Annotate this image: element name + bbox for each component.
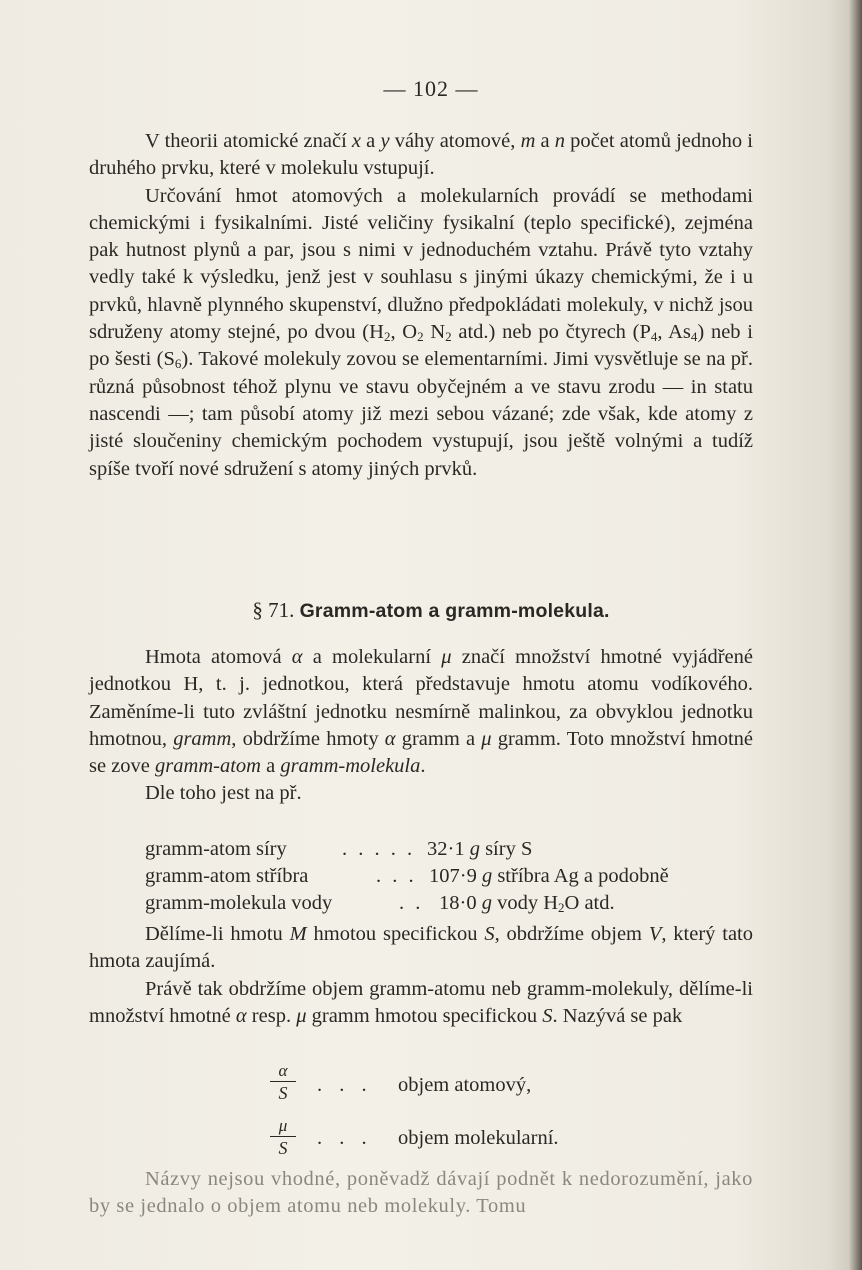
paragraph-molar-volume: Právě tak obdržíme objem gramm-atomu neb gramm-molekuly, dělíme-li množství hmotné α resp. μ gramm hmotou specifickou S. Nazývá se pak (89, 977, 753, 1027)
body-text-top (89, 128, 753, 483)
body-text-bottom (89, 1166, 753, 1221)
fraction-denominator: S (278, 1138, 288, 1158)
example-value: 32·1 g síry S (427, 838, 533, 860)
page-number: — 102 — (383, 76, 479, 101)
fraction-molecular (270, 1117, 296, 1158)
fraction-dots: . . . (317, 1074, 373, 1096)
example-label: gramm-atom síry (145, 838, 287, 860)
example-row (145, 892, 615, 915)
fraction-bar (270, 1081, 296, 1082)
fraction-dots: . . . (317, 1127, 373, 1149)
example-dots: . . . (376, 865, 417, 887)
fraction-denominator: S (278, 1083, 288, 1103)
example-value: 107·9 g stříbra Ag a podobně (429, 865, 669, 887)
paragraph-volume: Dělíme-li hmotu M hmotou specifickou S, obdržíme objem V, který tato hmota zaujímá. (89, 923, 753, 973)
fraction-numerator: α (278, 1061, 288, 1080)
example-dots: . . (399, 892, 424, 914)
section-title: Gramm-atom a gramm-molekula. (299, 600, 610, 622)
paragraph-atomic-theory: V theorii atomické značí x a y váhy atomové, m a n počet atomů jednoho i druhého prvku, které v molekulu vstupují. (89, 130, 753, 180)
fraction-bar (270, 1136, 296, 1137)
example-label: gramm-molekula vody (145, 892, 333, 914)
section-heading (0, 598, 862, 623)
example-row (145, 838, 532, 861)
examples-intro: Dle toho jest na př. (145, 782, 302, 805)
example-label: gramm-atom stříbra (145, 865, 309, 887)
fraction-label: objem atomový, (398, 1074, 532, 1096)
paragraph-gramm-atom: Hmota atomová α a molekularní μ značí množství hmotné vyjádřené jednotkou H, t. j. jednotkou, která představuje hmotu atomu vodíkového. Zaměníme-li tuto zvláštní jednotku nesmírně malinkou, za obvyklou jednotku hmotnou, gramm, obdržíme hmoty α gramm a μ gramm. Toto množství hmotné se zove gramm-atom a gramm-molekula. (89, 646, 754, 778)
fraction-atomic (270, 1062, 296, 1103)
body-text-lower (89, 921, 753, 1030)
example-row (145, 865, 669, 888)
paragraph-names: Názvy nejsou vhodné, poněvadž dávají podnět k nedorozumění, jako by se jednalo o objem atomu neb molekuly. Tomu (89, 1168, 753, 1218)
page-edge (848, 0, 862, 1270)
paragraph-determination: Určování hmot atomových a molekularních provádí se methodami chemickými i fysikalními. Jisté veličiny fysikalní (teplo specifické), zejména pak hutnost plynů a par, jsou s nimi v jednoduchém vztahu. Právě tyto vztahy vedly také k výsledku, jenž jest v souhlasu s jinými úkazy chemickými, že i u prvků, hlavně plynného skupenství, dlužno předpokládati molekuly, v nichž jsou sdruženy atomy stejné, po dvou ($H_2$, $O_2$ $N_2$ atd.) neb po čtyrech ($P_4$, $As_4$) neb i po šesti $(S_6)$. Takové molekuly zovou se elementarními. Jimi vysvětluje se na př. různá působnost téhož plynu ve stavu obyčejném a ve stavu zrodu — in statu nascendi —; tam působí atomy již mezi sebou vázané; zde však, kde atomy z jisté sloučeniny chemickým pochodem vystupují, jsou ještě volnými a tudíž spíše tvoří nové sdružení s atomy jiných prvků. (89, 184, 753, 480)
body-text-middle (89, 644, 753, 808)
fraction-label: objem molekularní. (398, 1127, 559, 1149)
example-dots: . . . . . (342, 838, 416, 860)
example-value: 18·0 g vody $H_2O$ atd. (439, 892, 615, 915)
fraction-numerator: μ (278, 1116, 288, 1135)
section-number: § 71. (252, 598, 295, 622)
